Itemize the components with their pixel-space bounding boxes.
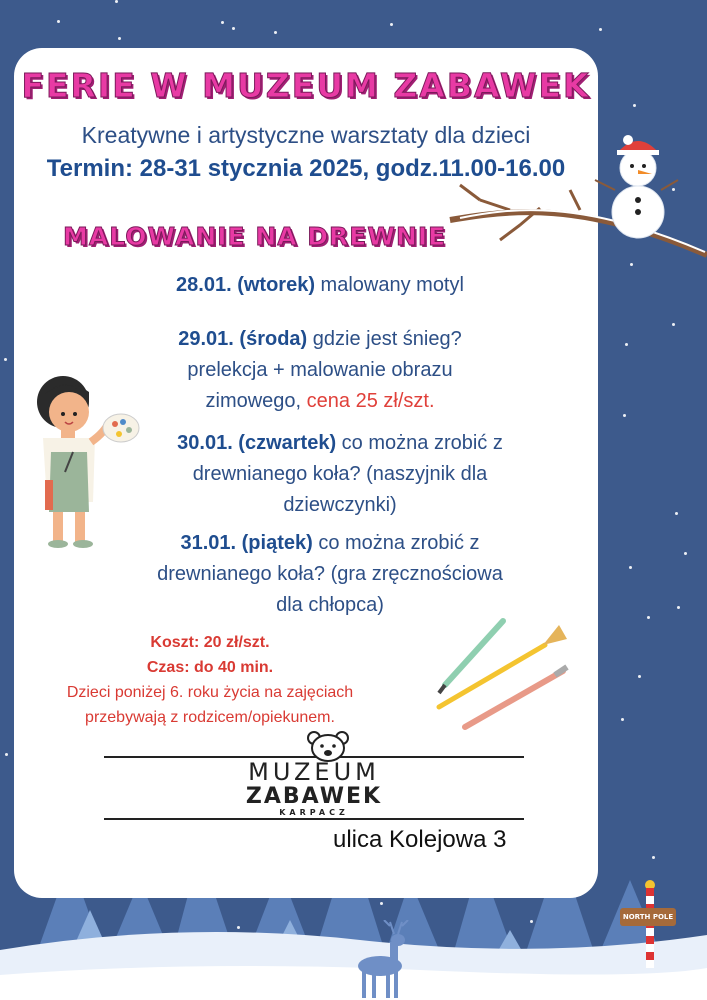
snowflake bbox=[118, 37, 121, 40]
schedule-text: gdzie jest śnieg? prelekcja + malowanie obrazu zimowego, bbox=[187, 328, 462, 412]
north-pole-sign bbox=[620, 880, 680, 980]
schedule-text: co można zrobić z drewnianego koła? (gra zręcznościowa dla chłopca) bbox=[157, 532, 503, 616]
snowflake bbox=[675, 512, 678, 515]
cost-text: Koszt: 20 zł/szt. bbox=[150, 634, 270, 651]
schedule-item-4 bbox=[155, 528, 505, 621]
logo-line-3: KARPACZ bbox=[279, 808, 349, 817]
girl-painting-illustration bbox=[25, 372, 145, 552]
snowflake bbox=[221, 21, 224, 24]
snowflake bbox=[638, 675, 641, 678]
schedule-item-1 bbox=[140, 270, 500, 301]
snowman-on-branch-illustration bbox=[420, 130, 707, 270]
snowflake bbox=[629, 566, 632, 569]
schedule-item-2 bbox=[155, 324, 485, 417]
snowflake bbox=[633, 104, 636, 107]
section-title: MALOWANIE NA DREWNIE bbox=[63, 222, 447, 251]
subtitle: Kreatywne i artystyczne warsztaty dla dzieci bbox=[81, 122, 531, 148]
museum-logo bbox=[104, 728, 524, 828]
snowflake bbox=[623, 414, 626, 417]
schedule-date: 31.01. (piątek) bbox=[180, 532, 313, 554]
snowflake bbox=[57, 20, 60, 23]
info-block bbox=[30, 630, 390, 730]
price-text: cena 25 zł/szt. bbox=[306, 390, 435, 412]
page-title: FERIE W MUZEUM ZABAWEK bbox=[21, 66, 591, 105]
schedule-text: malowany motyl bbox=[315, 274, 464, 296]
logo-line-1: MUZEUM bbox=[248, 758, 380, 786]
snowflake bbox=[4, 358, 7, 361]
snowflake bbox=[684, 552, 687, 555]
schedule-date: 30.01. (czwartek) bbox=[177, 432, 337, 454]
snowflake bbox=[115, 0, 118, 3]
snowflake bbox=[5, 753, 8, 756]
teddy-bear-icon bbox=[300, 728, 356, 762]
sign-label: NORTH POLE bbox=[620, 908, 676, 926]
schedule-date: 29.01. (środa) bbox=[178, 328, 308, 350]
snowflake bbox=[647, 616, 650, 619]
time-text: Czas: do 40 min. bbox=[146, 659, 274, 676]
schedule-item-3 bbox=[155, 428, 525, 521]
logo-line-2: ZABAWEK bbox=[245, 784, 383, 809]
snowflake bbox=[274, 31, 277, 34]
deer-illustration bbox=[350, 920, 430, 1000]
schedule-date: 28.01. (wtorek) bbox=[176, 274, 315, 296]
snowflake bbox=[672, 323, 675, 326]
schedule-text: co można zrobić z drewnianego koła? (naszyjnik dla dziewczynki) bbox=[192, 432, 503, 516]
date-range: Termin: 28-31 stycznia 2025, godz.11.00-16.00 bbox=[46, 155, 566, 182]
snowflake bbox=[390, 23, 393, 26]
snowflake bbox=[677, 606, 680, 609]
snowflake bbox=[625, 343, 628, 346]
snowflake bbox=[621, 718, 624, 721]
paintbrushes-illustration bbox=[435, 615, 575, 735]
address: ulica Kolejowa 3 bbox=[333, 826, 507, 853]
snowflake bbox=[599, 28, 602, 31]
snowflake bbox=[232, 27, 235, 30]
note-text: Dzieci poniżej 6. roku życia na zajęciach przebywają z rodzicem/opiekunem. bbox=[66, 684, 354, 726]
